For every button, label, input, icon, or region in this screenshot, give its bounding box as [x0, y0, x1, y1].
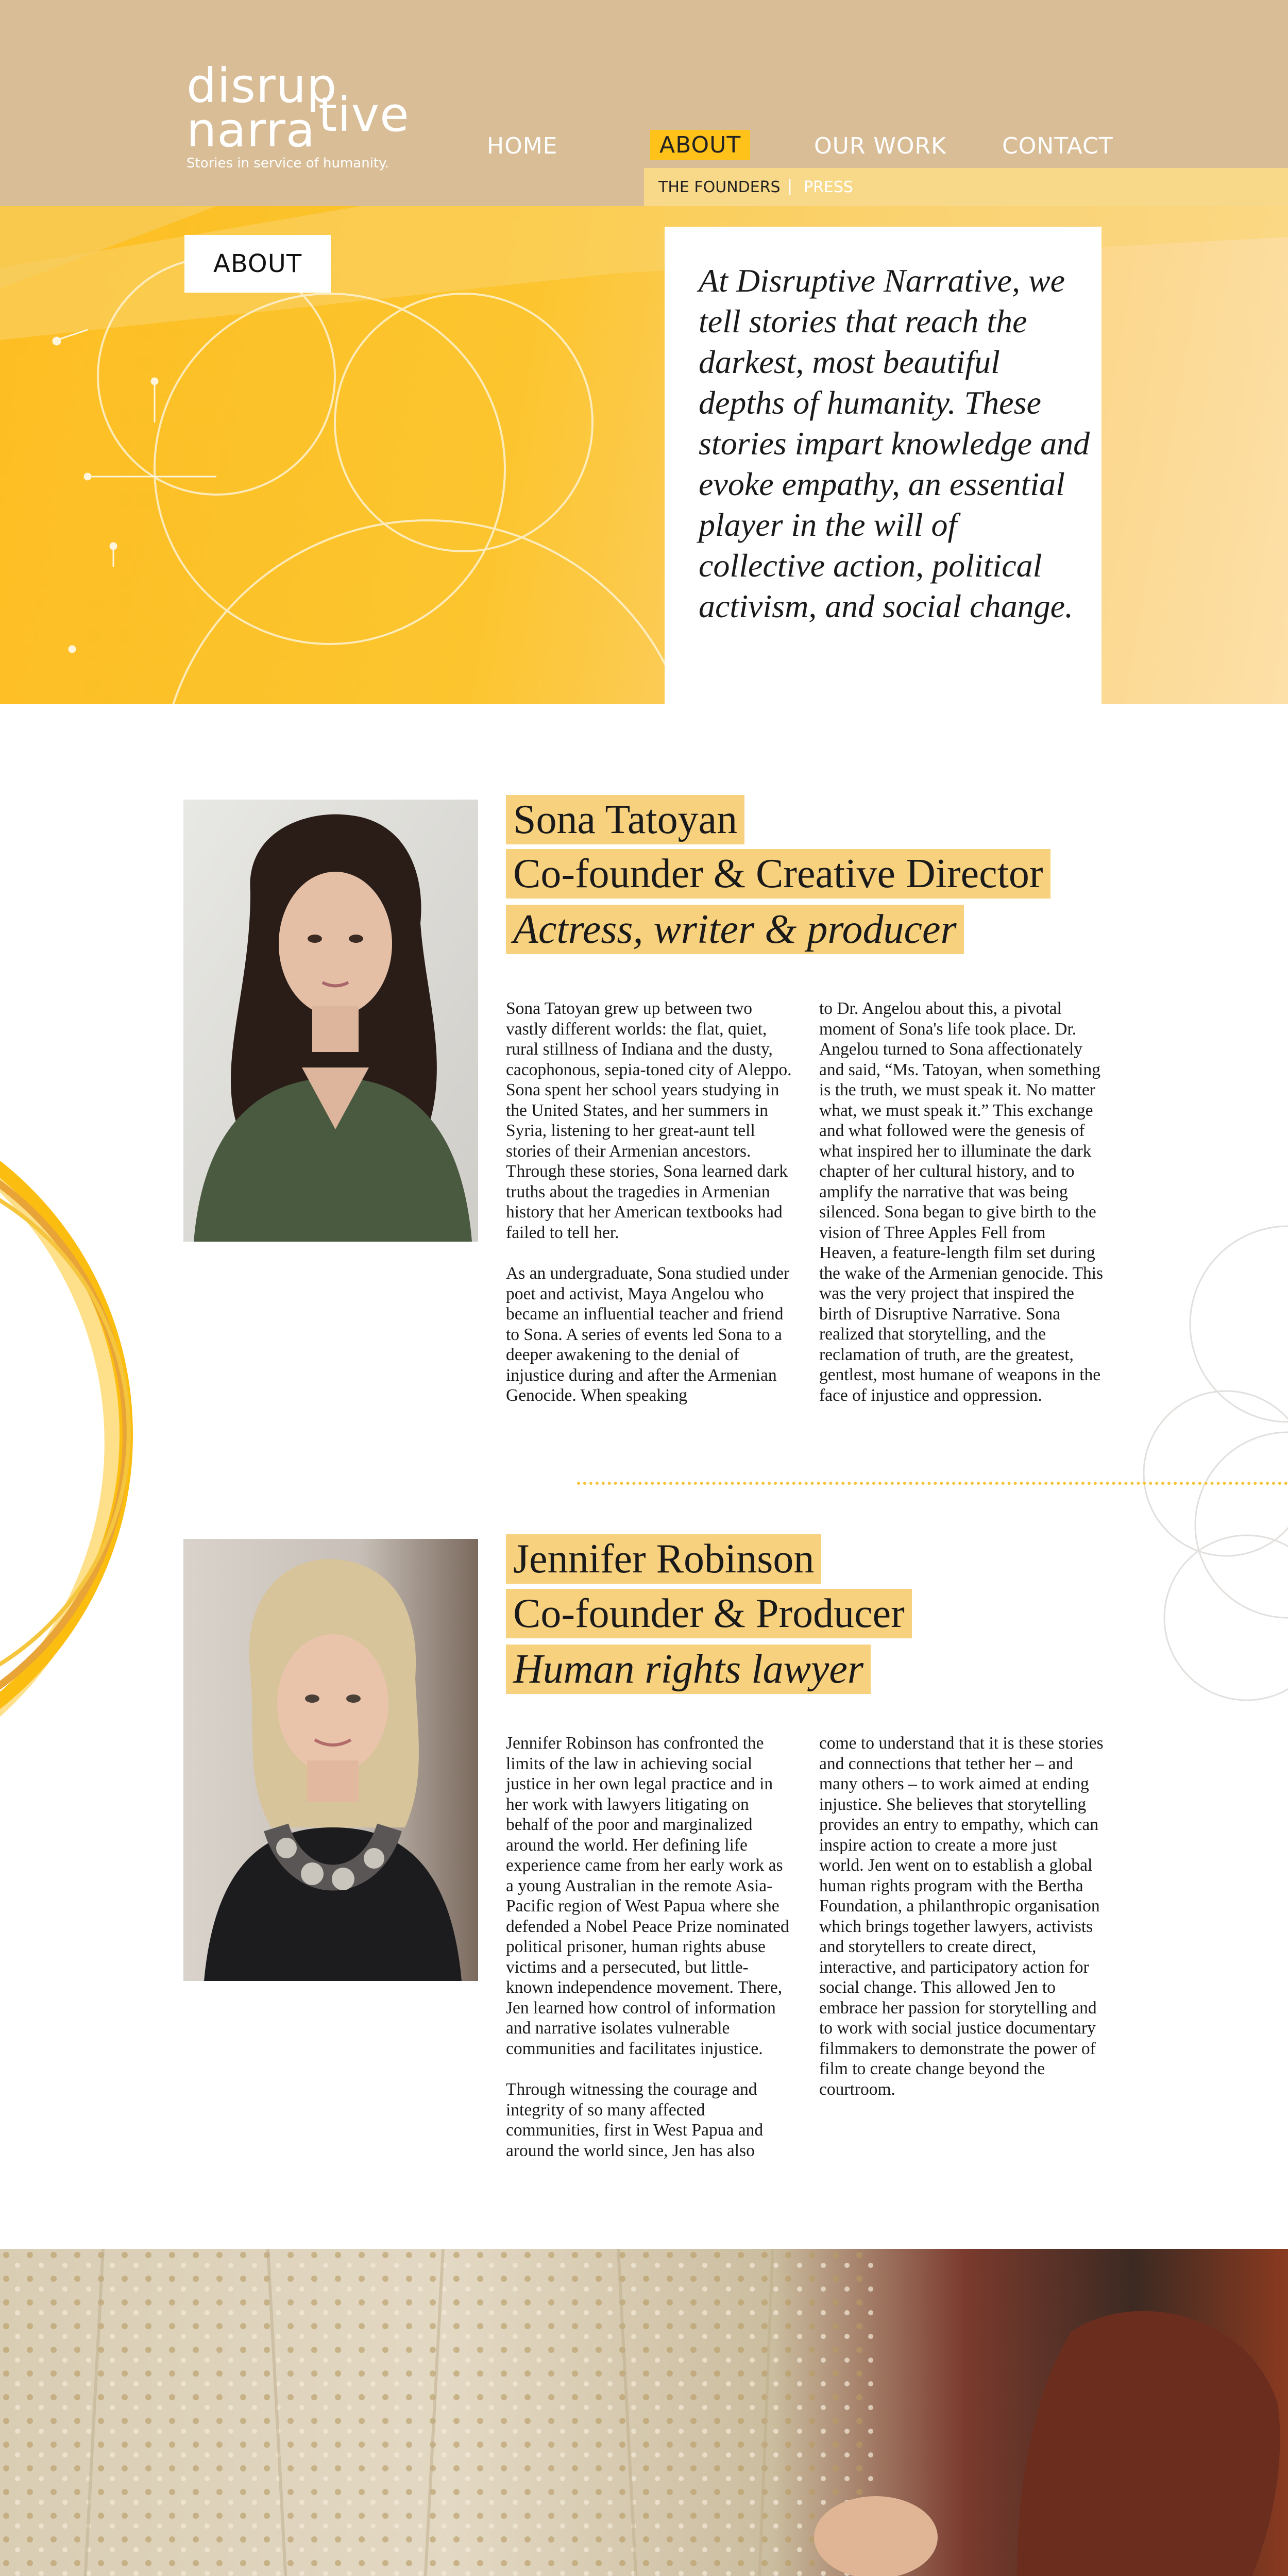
founder-subtitle-jennifer: Human rights lawyer — [506, 1645, 871, 1694]
founder-subtitle-sona-wrap — [506, 905, 964, 954]
bio-jennifer-col1 — [506, 1733, 792, 2181]
founder-photo-jennifer — [183, 1539, 478, 1981]
jennifer-portrait-illustration — [183, 1539, 478, 1981]
bio-sona-p2: As an undergraduate, Sona studied under poet and activist, Maya Angelou who became an influential teacher and friend to Sona. A series of events led Sona to a deeper awakening to the denial of injustice during and after the Armenian Genocide. When speaking — [506, 1264, 790, 1405]
subnav-press[interactable]: PRESS — [804, 178, 853, 196]
founder-name-sona: Sona Tatoyan — [506, 795, 744, 844]
founder-name-jennifer: Jennifer Robinson — [506, 1534, 821, 1584]
sona-portrait-illustration — [183, 800, 478, 1242]
nav-our-work[interactable]: OUR WORK — [814, 133, 946, 159]
subnav-founders[interactable]: THE FOUNDERS — [658, 178, 781, 196]
logo-line-2b: tive — [318, 87, 410, 142]
bio-sona-p1: Sona Tatoyan grew up between two vastly different worlds: the flat, quiet, rural stillness of Indiana and the dusty, cacophonous, sepia-toned city of Aleppo. Sona spent her school years studying in the United States, and her summers in Syria, listening to her great-aunt tell stories of their Armenian ancestors. Through these stories, Sona learned dark truths about the tragedies in Armenian history that her American textbooks had failed to tell her. — [506, 999, 792, 1242]
hero-about-tag: ABOUT — [184, 235, 331, 293]
founder-name-jennifer-wrap — [506, 1534, 821, 1584]
bio-sona-col2 — [819, 998, 1106, 1426]
founder-subtitle-sona: Actress, writer & producer — [506, 905, 964, 954]
bio-jennifer-col2 — [819, 1733, 1106, 2120]
press-banner-photo — [0, 2249, 1288, 2576]
hero-quote: At Disruptive Narrative, we tell stories that reach the darkest, most beautiful depths of humanity. These stories impart knowledge and evoke empathy, an essential player in the will of collective action, political activism, and social change. — [699, 262, 1090, 624]
logo-line-2a: narra — [187, 103, 316, 158]
logo-line-2 — [187, 87, 410, 158]
bio-sona-col1 — [506, 998, 792, 1427]
nav-about[interactable]: ABOUT — [650, 130, 750, 160]
subnav-separator: | — [787, 177, 793, 195]
bio-jennifer-p2: Through witnessing the courage and integrity of so many affected communities, first in West Papua and around the world since, Jen has also — [506, 2080, 764, 2160]
logo-line-1: disrup — [187, 58, 337, 113]
bio-sona-p3: to Dr. Angelou about this, a pivotal moment of Sona's life took place. Dr. Angelou turned to Sona affectionately and said, “Ms. Tatoyan, when something is the truth, we must speak it. No matter what, we must speak it.” This exchange and what followed were the genesis of what inspired her to illuminate the dark chapter of her cultural history, and to amplify the narrative that was being silenced. Sona began to give birth to the vision of Three Apples Fell from Heaven, a feature-length film set during the wake of the Armenian genocide. This was the very project that inspired the birth of Disruptive Narrative. Sona realized that storytelling, and the reclamation of truth, are the greatest, gentlest, most humane of weapons in the face of injustice and oppression. — [819, 999, 1104, 1405]
logo-tagline: Stories in service of humanity. — [187, 156, 389, 171]
founder-name-sona-wrap — [506, 795, 744, 844]
bio-jennifer-p3: come to understand that it is these stories and connections that tether her – and many others – to work aimed at ending injustice. She believes that storytelling provides an entry to empathy, which can inspire action to create a more just world. Jen went on to establish a global human rights program with the Bertha Foundation, a philanthropic organisation which brings together lawyers, activists and storytellers to create direct, interactive, and participatory action for social change. This allowed Jen to embrace her passion for storytelling and to work with social justice documentary filmmakers to demonstrate the power of film to create change beyond the courtroom. — [819, 1734, 1104, 2099]
founder-role-jennifer-wrap — [506, 1589, 912, 1638]
founder-subtitle-jennifer-wrap — [506, 1645, 871, 1694]
founder-role-sona: Co-founder & Creative Director — [506, 849, 1050, 899]
bio-jennifer-p1: Jennifer Robinson has confronted the limits of the law in achieving social justice in her own legal practice and in her work with lawyers litigating on behalf of the poor and marginalized around the world. Her defining life experience came from her early work as a young Australian in the remote Asia-Pacific region of West Papua where she defended a Nobel Peace Prize nominated political prisoner, human rights abuse victims and a persecuted, but little-known independence movement. There, Jen learned how control of information and narrative isolates vulnerable communities and facilitates injustice. — [506, 1734, 789, 2058]
founder-photo-sona — [183, 800, 478, 1242]
left-arc-decoration — [0, 1005, 155, 1880]
nav-contact[interactable]: CONTACT — [1002, 133, 1113, 159]
site-logo[interactable] — [187, 58, 410, 171]
section-divider — [577, 1482, 1288, 1485]
sequined-fabric-illustration — [0, 2249, 1288, 2576]
founder-role-jennifer: Co-founder & Producer — [506, 1589, 912, 1638]
nav-home[interactable]: HOME — [487, 133, 558, 159]
founder-role-sona-wrap — [506, 849, 1050, 899]
